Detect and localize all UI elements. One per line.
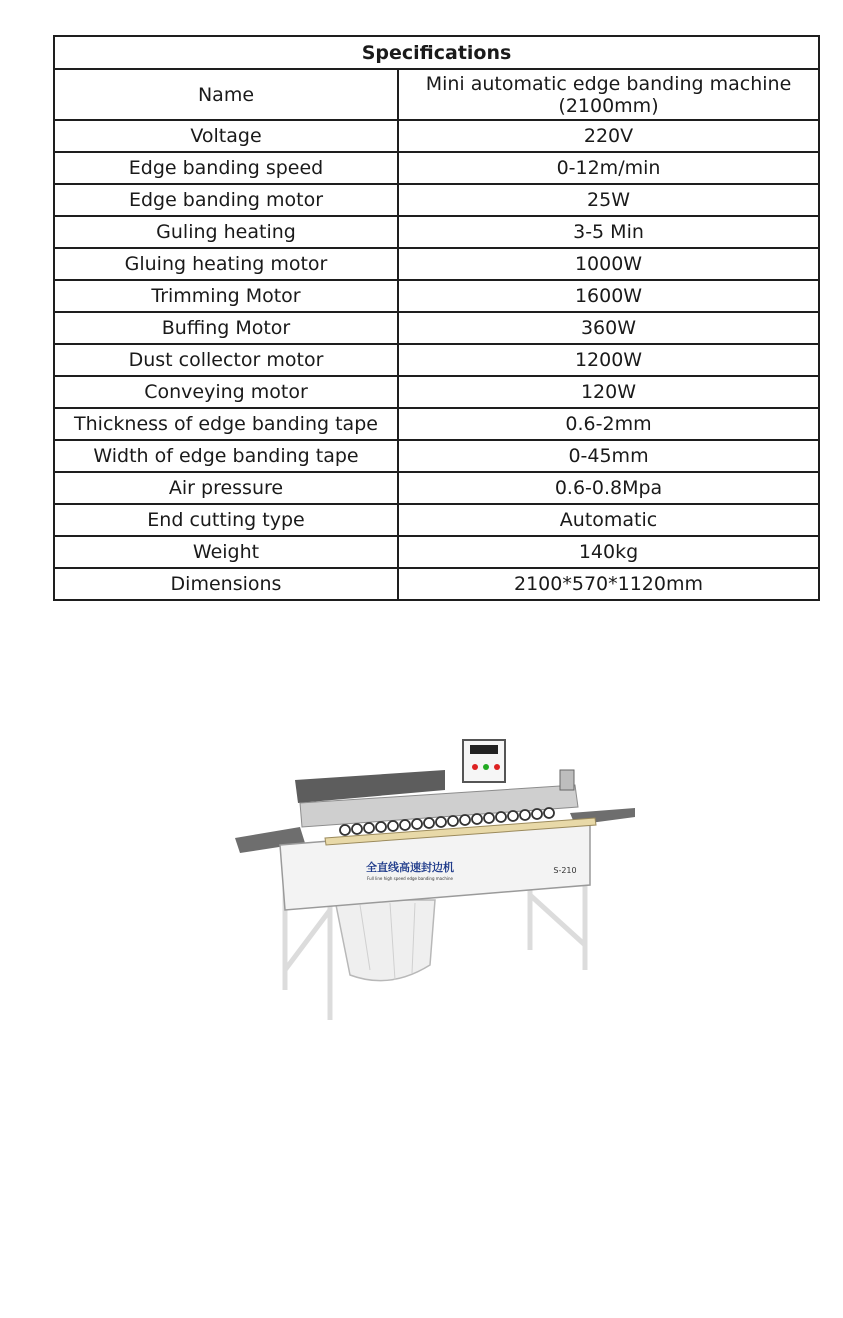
specifications-table (53, 35, 820, 601)
spec-value: 140kg (398, 536, 819, 568)
spec-value: 0-45mm (398, 440, 819, 472)
start-button-icon (483, 764, 489, 770)
table-row (54, 504, 819, 536)
spec-value: 2100*570*1120mm (398, 568, 819, 600)
spec-label: Dust collector motor (54, 344, 398, 376)
display-icon (470, 745, 498, 754)
spec-label: Weight (54, 536, 398, 568)
spec-label: Gluing heating motor (54, 248, 398, 280)
table-row (54, 536, 819, 568)
spec-label: Edge banding speed (54, 152, 398, 184)
machine-label-cn: 全直线高速封边机 (366, 861, 454, 874)
machine-model: S-210 (553, 866, 577, 875)
stop-button-icon (472, 764, 478, 770)
spec-value: 220V (398, 120, 819, 152)
table-row (54, 152, 819, 184)
spec-label: Guling heating (54, 216, 398, 248)
edge-banding-machine-image (230, 735, 640, 1025)
name-value-line2: (2100mm) (558, 94, 659, 117)
spec-label: Dimensions (54, 568, 398, 600)
glue-pot (560, 770, 574, 790)
spec-value (398, 69, 819, 120)
table-row (54, 568, 819, 600)
spec-label: Voltage (54, 120, 398, 152)
name-value-line1: Mini automatic edge banding machine (425, 72, 792, 95)
spec-value: 120W (398, 376, 819, 408)
table-row (54, 472, 819, 504)
spec-label: Width of edge banding tape (54, 440, 398, 472)
table-row (54, 408, 819, 440)
spec-label: Name (54, 69, 398, 120)
spec-value: 25W (398, 184, 819, 216)
table-row (54, 248, 819, 280)
spec-label: Air pressure (54, 472, 398, 504)
table-title: Specifications (54, 36, 819, 69)
table-row (54, 344, 819, 376)
spec-value: 1200W (398, 344, 819, 376)
table-row (54, 120, 819, 152)
spec-value: 1600W (398, 280, 819, 312)
table-row (54, 312, 819, 344)
table-row (54, 184, 819, 216)
spec-label: Conveying motor (54, 376, 398, 408)
spec-value: Automatic (398, 504, 819, 536)
spec-value: 0.6-0.8Mpa (398, 472, 819, 504)
spec-label: End cutting type (54, 504, 398, 536)
table-row (54, 440, 819, 472)
dust-bag (335, 900, 435, 981)
table-row-name (54, 69, 819, 120)
spec-value: 0.6-2mm (398, 408, 819, 440)
spec-label: Trimming Motor (54, 280, 398, 312)
table-row (54, 280, 819, 312)
table-title-row (54, 36, 819, 69)
spec-label: Buffing Motor (54, 312, 398, 344)
spec-value: 0-12m/min (398, 152, 819, 184)
table-row (54, 216, 819, 248)
spec-value: 1000W (398, 248, 819, 280)
spec-label: Edge banding motor (54, 184, 398, 216)
spec-label: Thickness of edge banding tape (54, 408, 398, 440)
machine-label-en: Full line high speed edge banding machine (367, 876, 453, 881)
table-row (54, 376, 819, 408)
spec-value: 360W (398, 312, 819, 344)
spec-value: 3-5 Min (398, 216, 819, 248)
